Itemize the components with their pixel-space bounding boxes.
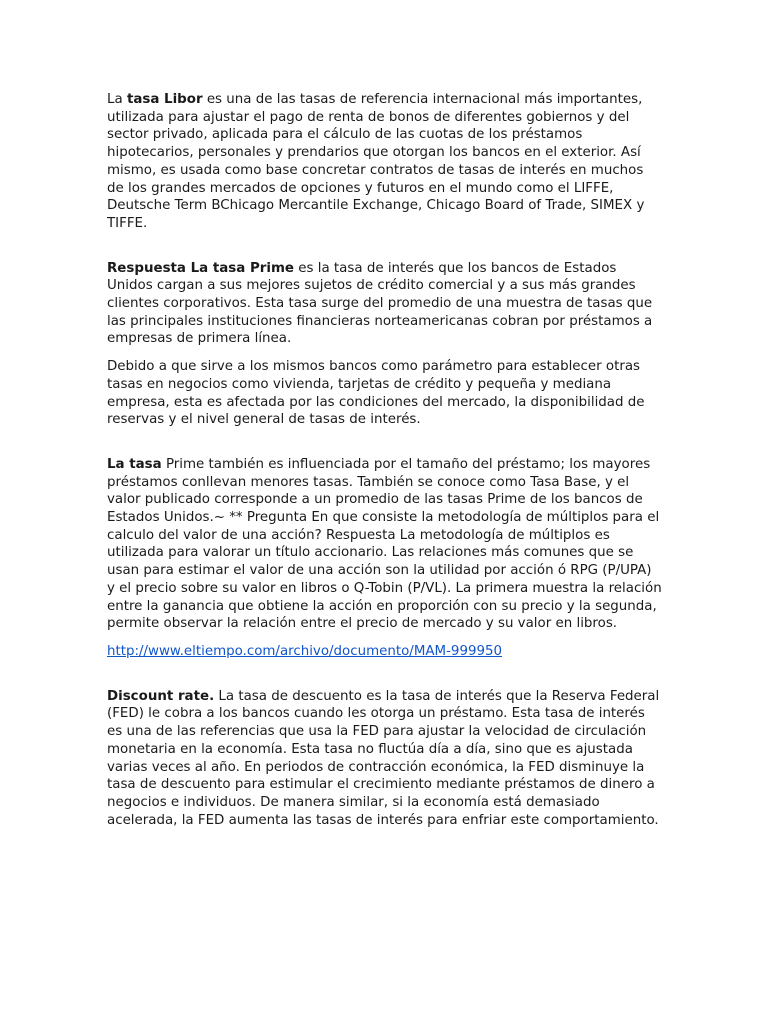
paragraph-lead: La: [107, 92, 127, 107]
document-page: [107, 91, 663, 829]
paragraph-spacer: [107, 661, 663, 688]
paragraph-bold-term: La tasa: [107, 456, 162, 472]
paragraph-spacer: [107, 348, 663, 358]
paragraph-spacer: [107, 633, 663, 643]
paragraph-discount-rate: [107, 688, 663, 830]
paragraph-bold-term: Discount rate.: [107, 688, 215, 704]
paragraph-text: es una de las tasas de referencia internacional más importantes, utilizada para ajustar el pago de renta de bonos de diferentes gobiernos y del sector privado, aplicada para el cálculo de las cuotas de los préstamos hipotecarios, personales y prendarios que otorgan los bancos en el exterior. Así mismo, es usada como base concretar contratos de tasas de interés en muchos de los grandes mercados de opciones y futuros en el mundo como el LIFFE, Deutsche Term BChicago Mercantile Exchange, Chicago Board of Trade, SIMEX y TIFFE.: [107, 92, 645, 231]
paragraph-text: Debido a que sirve a los mismos bancos como parámetro para establecer otras tasas en negocios como vivienda, tarjetas de crédito y pequeña y mediana empresa, esta es afectada por las condiciones del mercado, la disponibilidad de reservas y el nivel general de tasas de interés.: [107, 359, 645, 428]
paragraph-prime: [107, 260, 663, 349]
paragraph-bold-term: Respuesta La tasa Prime: [107, 260, 295, 276]
source-link-paragraph: [107, 643, 663, 661]
paragraph-prime-multiples: [107, 456, 663, 633]
paragraph-spacer: [107, 233, 663, 260]
paragraph-spacer: [107, 429, 663, 456]
paragraph-text: La tasa de descuento es la tasa de interés que la Reserva Federal (FED) le cobra a los bancos cuando les otorga un préstamo. Esta tasa de interés es una de las referencias que usa la FED para ajustar la velocidad de circulación monetaria en la economía. Esta tasa no fluctúa día a día, sino que es ajustada varias veces al año. En periodos de contracción económica, la FED disminuye la tasa de descuento para estimular el crecimiento mediante préstamos de dinero a negocios e individuos. De manera similar, si la economía está demasiado acelerada, la FED aumenta las tasas de interés para enfriar este comportamiento.: [107, 688, 660, 828]
paragraph-text: Prime también es influenciada por el tamaño del préstamo; los mayores préstamos conllevan menores tasas. También se conoce como Tasa Base, y el valor publicado corresponde a un promedio de las tasas Prime de los bancos de Estados Unidos.~ ** Pregunta En que consiste la metodología de múltiplos para el calculo del valor de una acción? Respuesta La metodología de múltiplos es utilizada para valorar un título accionario. Las relaciones más comunes que se usan para estimar el valor de una acción son la utilidad por acción ó RPG (P/UPA) y el precio sobre su valor en libros o Q-Tobin (P/VL). La primera muestra la relación entre la ganancia que obtiene la acción en proporción con su precio y la segunda, permite observar la relación entre el precio de mercado y su valor en libros.: [107, 456, 662, 632]
paragraph-bold-term: tasa Libor: [126, 92, 203, 107]
paragraph-libor: [107, 91, 663, 233]
paragraph-prime-conditions: [107, 358, 663, 429]
source-link[interactable]: http://www.eltiempo.com/archivo/documento/MAM-999950: [107, 643, 503, 659]
paragraph-text: es la tasa de interés que los bancos de Estados Unidos cargan a sus mejores sujetos de crédito comercial y a sus más grandes clientes corporativos. Esta tasa surge del promedio de una muestra de tasas que las principales instituciones financieras norteamericanas cobran por préstamos a empresas de primera línea.: [107, 260, 653, 347]
